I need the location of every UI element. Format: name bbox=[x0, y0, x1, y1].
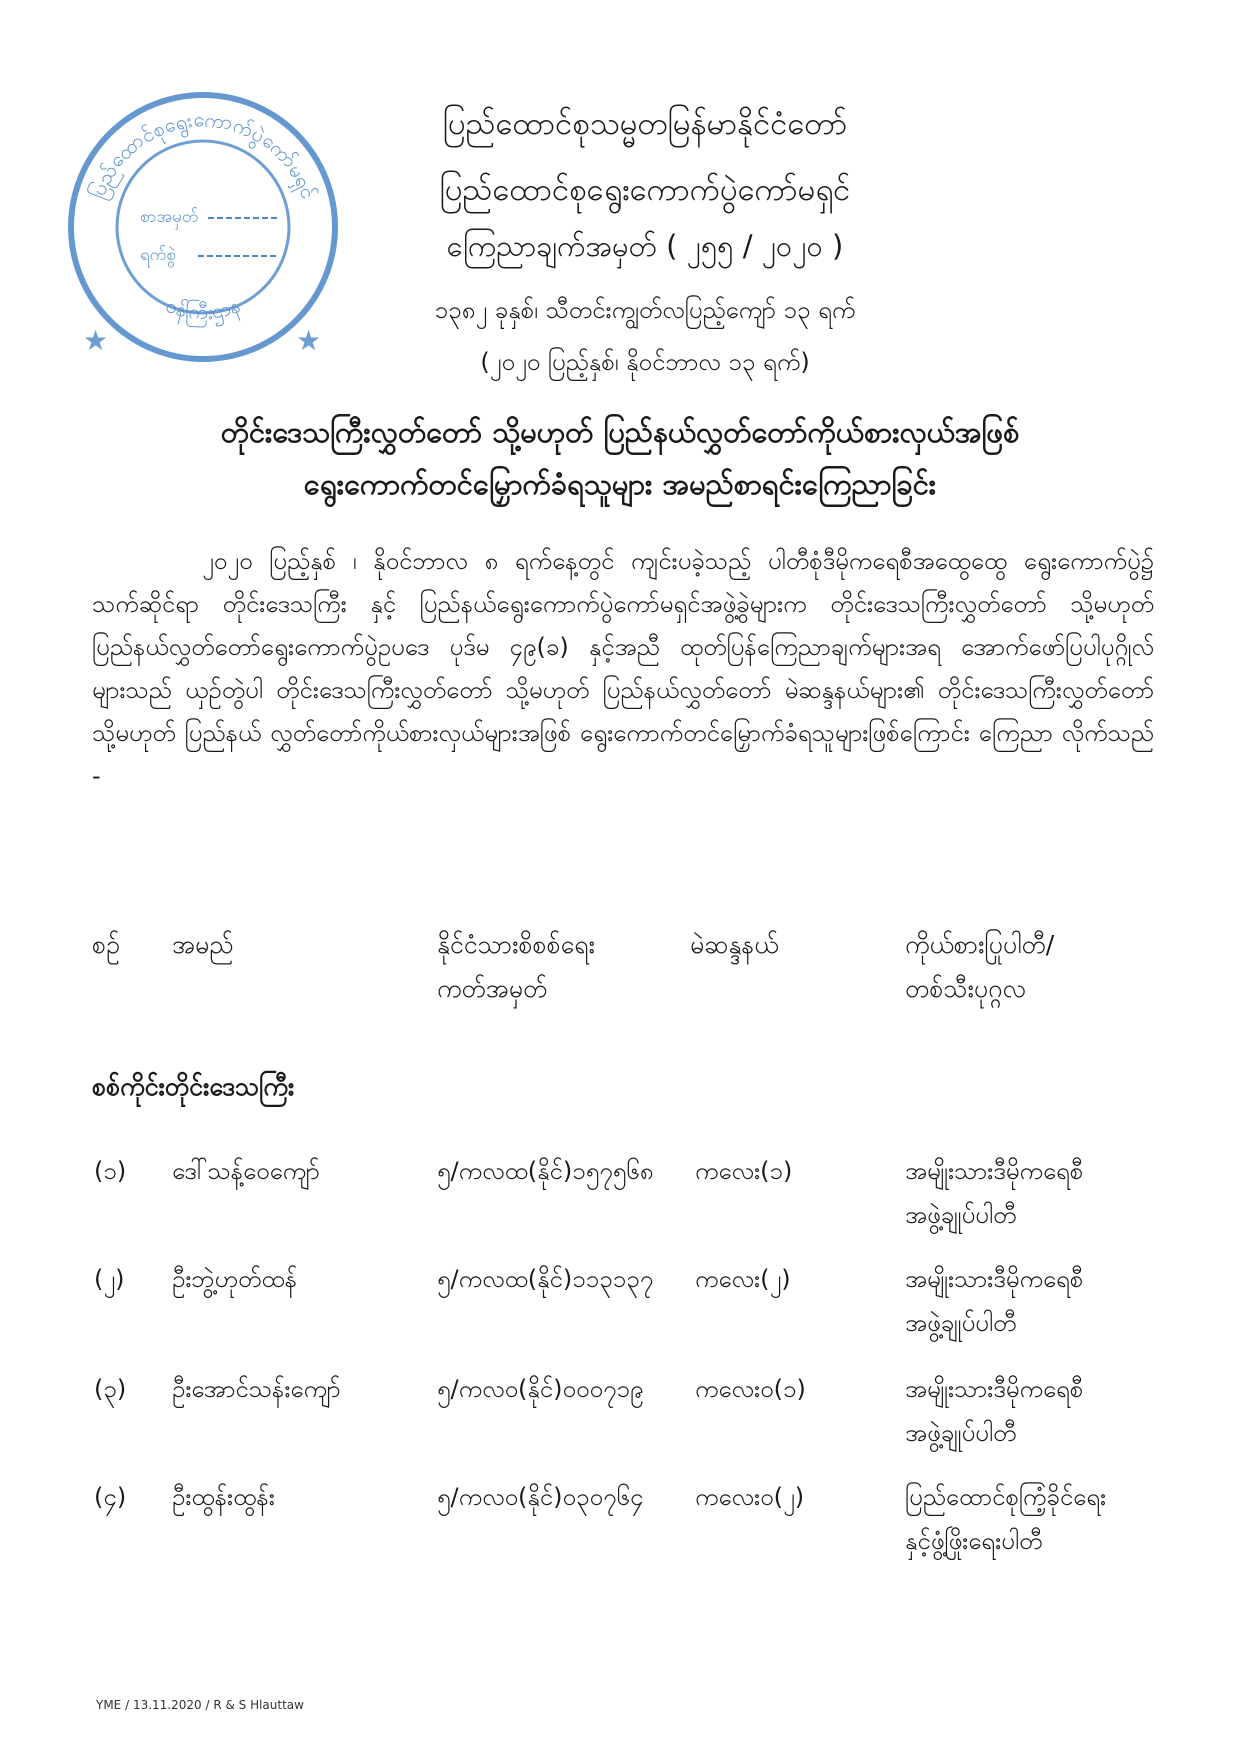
candidate-name: ဦးအောင်သန်းကျော် bbox=[172, 1375, 341, 1403]
svg-text:ဝန်ကြီးဌာန: ဝန်ကြီးဌာန bbox=[162, 292, 244, 325]
candidate-id: ၅/ကလထ(နိုင်)၁၅၇၅၆၈ bbox=[437, 1157, 654, 1185]
party-line-2: အဖွဲ့ချုပ်ပါတီ bbox=[905, 1201, 1017, 1229]
party-line-1: အမျိုးသားဒီမိုကရေစီ bbox=[905, 1375, 1084, 1403]
candidate-name: ဦးထွန်းထွန်း bbox=[172, 1483, 275, 1511]
column-header-constituency: မဲဆန္ဒနယ် bbox=[690, 930, 779, 959]
constituency: ကလေးဝ(၁) bbox=[695, 1375, 806, 1403]
svg-text:★: ★ bbox=[296, 324, 322, 357]
subject-line-1: တိုင်းဒေသကြီးလွှတ်တော် သို့မဟုတ် ပြည်နယ်လွှတ်တော်ကိုယ်စားလှယ်အဖြစ် bbox=[220, 415, 1020, 449]
party-line-2: အဖွဲ့ချုပ်ပါတီ bbox=[905, 1419, 1017, 1447]
body-paragraph: ၂၀၂၀ ပြည့်နှစ် ၊ နိုဝင်ဘာလ ၈ ရက်နေ့တွင် ကျင်းပခဲ့သည့် ပါတီစုံဒီမိုကရေစီအထွေထွေ ရွေးကောက်ပွဲ၌ သက်ဆိုင်ရာ တိုင်းဒေသကြီး နှင့် ပြည်နယ်ရွေးကောက်ပွဲကော်မရှင်အဖွဲ့ခွဲများက တိုင်းဒေသကြီးလွှတ်တော် သို့မဟုတ် ပြည်နယ်လွှတ်တော်ရွေးကောက်ပွဲဥပဒေ ပုဒ်မ ၄၉(ခ) နှင့်အညီ ထုတ်ပြန်ကြေညာချက်များအရ အောက်ဖော်ပြပါပုဂ္ဂိုလ်များသည် ယှဉ်တွဲပါ တိုင်းဒေသကြီးလွှတ်တော် သို့မဟုတ် ပြည်နယ်လွှတ်တော် မဲဆန္ဒနယ်များ၏ တိုင်းဒေသကြီးလွှတ်တော် သို့မဟုတ် ပြည်နယ် လွှတ်တော်ကိုယ်စားလှယ်များအဖြစ် ရွေးကောက်တင်မြှောက်ခံရသူများဖြစ်ကြောင်း ကြေညာ လိုက်သည် - bbox=[92, 547, 1154, 790]
column-header-no: စဉ် bbox=[92, 930, 120, 959]
header-date-myanmar: ၁၃၈၂ ခုနှစ်၊ သီတင်းကျွတ်လပြည့်ကျော် ၁၃ ရက် bbox=[434, 296, 856, 324]
candidate-id: ၅/ကလဝ(နိုင်)၀၀၀၇၁၉ bbox=[437, 1375, 644, 1403]
header-commission-name: ပြည်ထောင်စုရွေးကောက်ပွဲကော်မရှင် bbox=[439, 172, 851, 208]
svg-text:ရက်စွဲ: ရက်စွဲ bbox=[140, 245, 176, 265]
official-seal-stamp bbox=[58, 82, 348, 372]
svg-text:စာအမှတ်: စာအမှတ် bbox=[140, 207, 199, 227]
party-line-2: အဖွဲ့ချုပ်ပါတီ bbox=[905, 1309, 1017, 1337]
candidate-name: ဒေါ်သန့်ဝေကျော် bbox=[172, 1157, 320, 1185]
row-number: (၁) bbox=[94, 1157, 127, 1185]
candidate-id: ၅/ကလထ(နိုင်)၁၁၃၁၃၇ bbox=[437, 1265, 654, 1293]
header-date-gregorian: (၂၀၂၀ ပြည့်နှစ်၊ နိုဝင်ဘာလ ၁၃ ရက်) bbox=[480, 348, 810, 376]
svg-text:ပြည်ထောင်စုရွေးကောက်ပွဲကော်မရှ: ပြည်ထောင်စုရွေးကောက်ပွဲကော်မရှင် bbox=[85, 106, 321, 202]
footer-reference: YME / 13.11.2020 / R & S Hlauttaw bbox=[96, 1698, 304, 1712]
constituency: ကလေးဝ(၂) bbox=[695, 1483, 805, 1511]
row-number: (၃) bbox=[94, 1375, 127, 1403]
column-header-name: အမည် bbox=[172, 930, 234, 959]
header-announcement-number: ကြေညာချက်အမှတ် ( ၂၅၅ / ၂၀၂၀ ) bbox=[446, 229, 844, 263]
table-row bbox=[0, 1476, 1240, 1566]
party-line-1: ပြည်ထောင်စုကြံ့ခိုင်ရေး bbox=[905, 1483, 1107, 1511]
constituency: ကလေး(၁) bbox=[695, 1157, 793, 1185]
column-header-id-line2: ကတ်အမှတ် bbox=[437, 974, 548, 1003]
section-region-title: စစ်ကိုင်းတိုင်းဒေသကြီး bbox=[92, 1072, 295, 1101]
constituency: ကလေး(၂) bbox=[695, 1265, 791, 1293]
svg-text:★: ★ bbox=[83, 324, 109, 357]
table-row bbox=[0, 1258, 1240, 1348]
candidate-name: ဦးဘွဲ့ဟုတ်ထန် bbox=[172, 1265, 297, 1293]
column-header-party-line2: တစ်သီးပုဂ္ဂလ bbox=[905, 974, 1026, 1003]
table-row bbox=[0, 1150, 1240, 1240]
party-line-1: အမျိုးသားဒီမိုကရေစီ bbox=[905, 1157, 1084, 1185]
header-country-name: ပြည်ထောင်စုသမ္မတမြန်မာနိုင်ငံတော် bbox=[442, 106, 848, 142]
column-header-id-line1: နိုင်ငံသားစိစစ်ရေး bbox=[437, 930, 595, 959]
party-line-2: နှင့်ဖွံ့ဖြိုးရေးပါတီ bbox=[905, 1527, 1043, 1555]
table-row bbox=[0, 1368, 1240, 1458]
candidate-id: ၅/ကလဝ(နိုင်)၀၃၀၇၆၄ bbox=[437, 1483, 644, 1511]
subject-line-2: ရွေးကောက်တင်မြှောက်ခံရသူများ အမည်စာရင်းကြေညာခြင်း bbox=[303, 467, 937, 501]
column-header-party-line1: ကိုယ်စားပြုပါတီ/ bbox=[905, 930, 1055, 959]
party-line-1: အမျိုးသားဒီမိုကရေစီ bbox=[905, 1265, 1084, 1293]
row-number: (၂) bbox=[94, 1265, 125, 1293]
row-number: (၄) bbox=[94, 1483, 127, 1511]
